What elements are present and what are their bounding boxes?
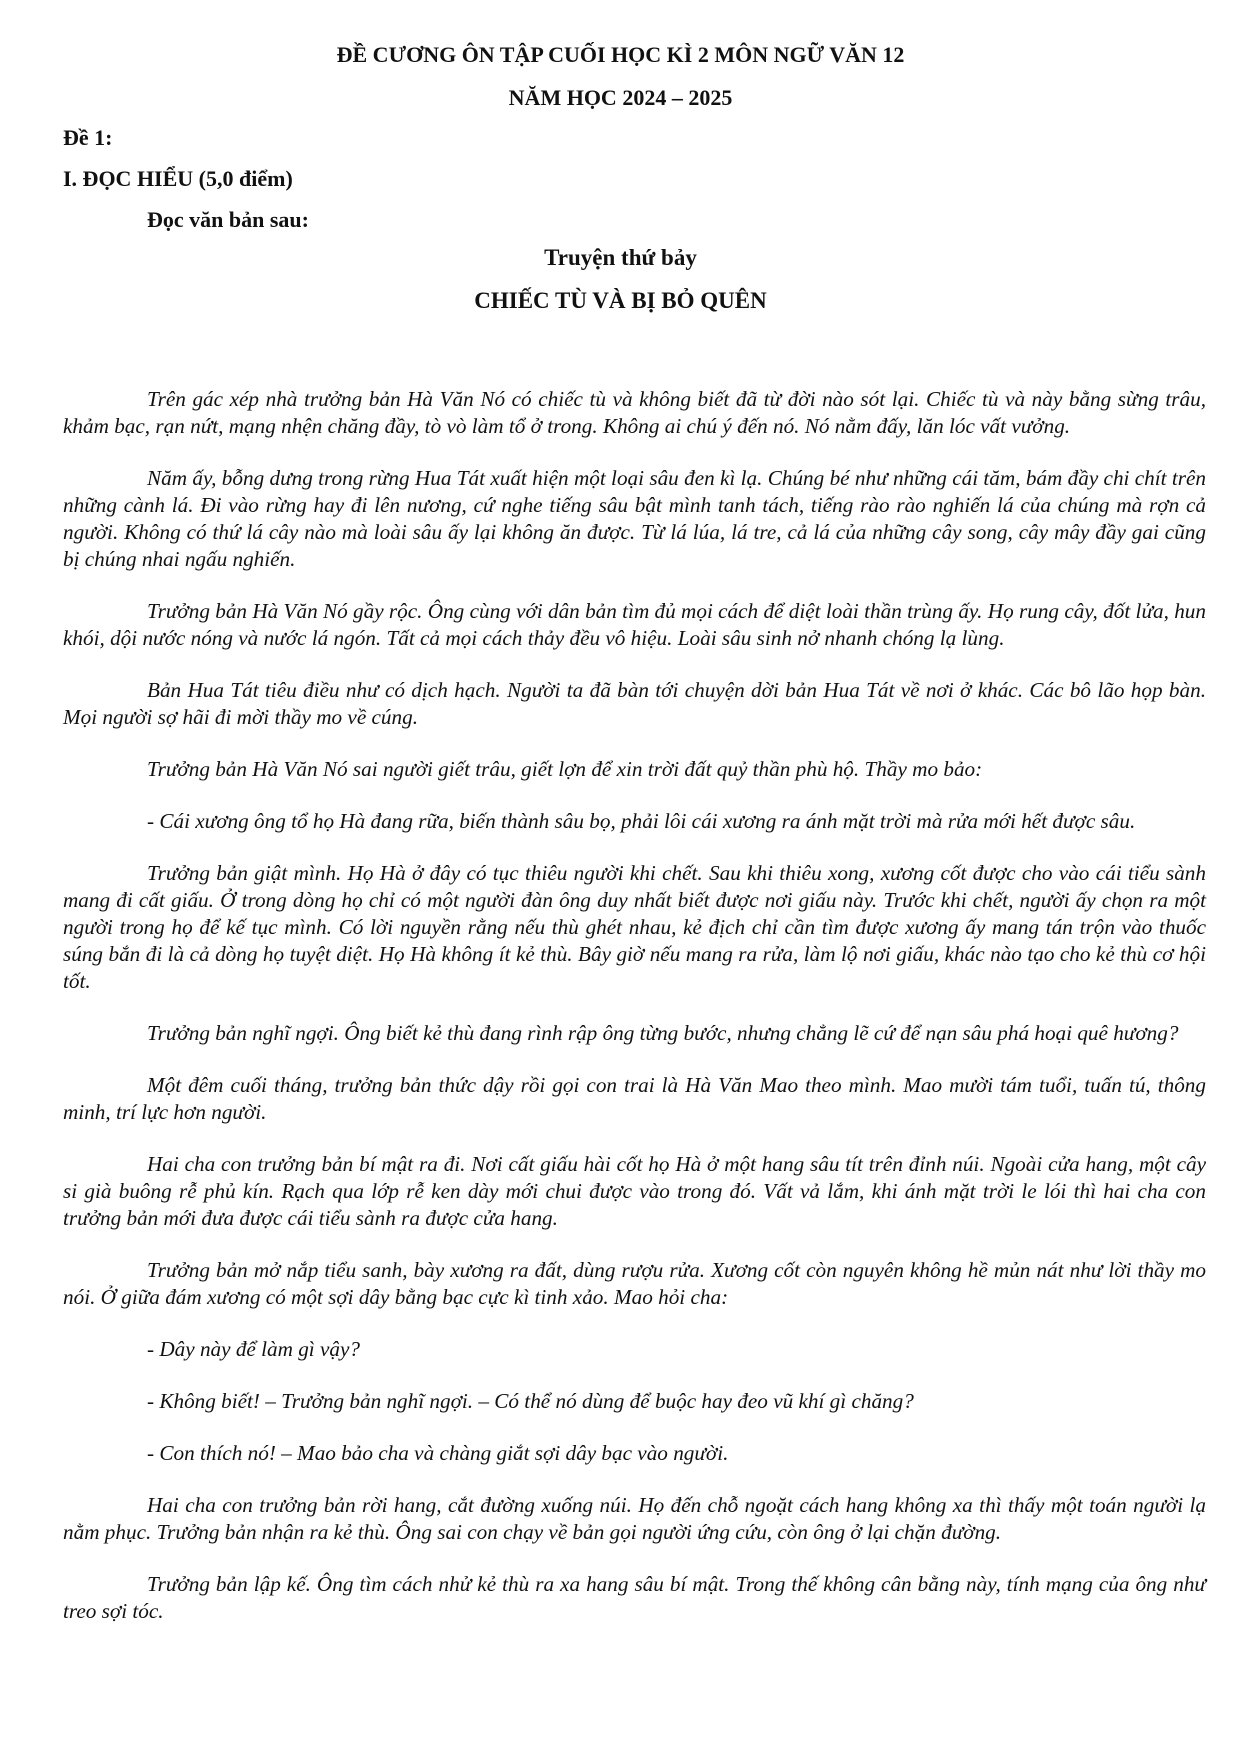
section-heading: I. ĐỌC HIỂU (5,0 điểm) xyxy=(63,166,293,191)
story-dialogue: - Con thích nó! – Mao bảo cha và chàng giắt sợi dây bạc vào người. xyxy=(147,1441,729,1465)
story-paragraph: Hai cha con trưởng bản bí mật ra đi. Nơi cất giấu hài cốt họ Hà ở một hang sâu tít trên đỉnh núi. Ngoài cửa hang, một cây si già buông rễ phủ kín. Rạch qua lớp rễ ken dày mới chui được vào trong đó. Vất vả lắm, khi ánh mặt trời le lói thì hai cha con trưởng bản mới đưa được cái tiểu sành ra được cửa hang. xyxy=(63,1152,1206,1230)
story-body xyxy=(63,386,1206,1650)
story-paragraph: Trưởng bản giật mình. Họ Hà ở đây có tục thiêu người khi chết. Sau khi thiêu xong, xương cốt được cho vào cái tiểu sành mang đi cất giấu. Ở trong dòng họ chỉ có một người đàn ông duy nhất biết được nơi giấu này. Trước khi chết, người ấy chọn ra một người trong họ để kế tục mình. Có lời nguyền rằng nếu thù ghét nhau, kẻ địch chỉ cần tìm được xương ấy mang tán trộn vào thuốc súng bắn đi là cả dòng họ tuyệt diệt. Họ Hà không ít kẻ thù. Bây giờ nếu mang ra rửa, làm lộ nơi giấu, khác nào tạo cho kẻ thù cơ hội tốt. xyxy=(63,861,1206,993)
document-title: ĐỀ CƯƠNG ÔN TẬP CUỐI HỌC KÌ 2 MÔN NGỮ VĂN 12 xyxy=(336,42,905,67)
story-paragraph: Một đêm cuối tháng, trưởng bản thức dậy rồi gọi con trai là Hà Văn Mao theo mình. Mao mười tám tuổi, tuấn tú, thông minh, trí lực hơn người. xyxy=(63,1073,1206,1124)
story-paragraph: Trưởng bản Hà Văn Nó sai người giết trâu, giết lợn để xin trời đất quỷ thần phù hộ. Thầy mo bảo: xyxy=(147,757,983,781)
story-title: CHIẾC TÙ VÀ BỊ BỎ QUÊN xyxy=(474,288,767,313)
exam-label: Đề 1: xyxy=(63,125,113,150)
story-paragraph: Trên gác xép nhà trưởng bản Hà Văn Nó có chiếc tù và không biết đã từ đời nào sót lại. Chiếc tù và này bằng sừng trâu, khảm bạc, rạn nứt, mạng nhện chăng đầy, tò vò làm tổ ở trong. Không ai chú ý đến nó. Nó nằm đấy, lăn lóc vất vưởng. xyxy=(63,387,1206,438)
story-paragraph: Hai cha con trưởng bản rời hang, cắt đường xuống núi. Họ đến chỗ ngoặt cách hang không xa thì thấy một toán người lạ nằm phục. Trưởng bản nhận ra kẻ thù. Ông sai con chạy về bản gọi người ứng cứu, còn ông ở lại chặn đường. xyxy=(63,1493,1206,1544)
story-paragraph: Trưởng bản nghĩ ngợi. Ông biết kẻ thù đang rình rập ông từng bước, nhưng chẳng lẽ cứ để nạn sâu phá hoại quê hương? xyxy=(147,1021,1179,1045)
story-paragraph: Trưởng bản lập kế. Ông tìm cách nhử kẻ thù ra xa hang sâu bí mật. Trong thế không cân bằng này, tính mạng của ông như treo sợi tóc. xyxy=(63,1572,1206,1623)
story-subtitle: Truyện thứ bảy xyxy=(544,245,697,270)
story-paragraph: Năm ấy, bỗng dưng trong rừng Hua Tát xuất hiện một loại sâu đen kì lạ. Chúng bé như những cái tăm, bám đầy chi chít trên những cành lá. Đi vào rừng hay đi lên nương, cứ nghe tiếng sâu bật mình tanh tách, tiếng rào rào nghiến lá của chúng mà rợn cả người. Không có thứ lá cây nào mà loài sâu ấy lại không ăn được. Từ lá lúa, lá tre, cả lá của những cây song, cây mây đầy gai cũng bị chúng nhai ngấu nghiến. xyxy=(63,466,1206,571)
story-paragraph: Trưởng bản Hà Văn Nó gầy rộc. Ông cùng với dân bản tìm đủ mọi cách để diệt loài thần trùng ấy. Họ rung cây, đốt lửa, hun khói, dội nước nóng và nước lá ngón. Tất cả mọi cách thảy đều vô hiệu. Loài sâu sinh nở nhanh chóng lạ lùng. xyxy=(63,599,1206,650)
story-dialogue: - Không biết! – Trưởng bản nghĩ ngợi. – Có thể nó dùng để buộc hay đeo vũ khí gì chăng? xyxy=(147,1389,914,1413)
reading-instruction: Đọc văn bản sau: xyxy=(147,207,309,232)
story-paragraph: Bản Hua Tát tiêu điều như có dịch hạch. Người ta đã bàn tới chuyện dời bản Hua Tát về nơi ở khác. Các bô lão họp bàn. Mọi người sợ hãi đi mời thầy mo về cúng. xyxy=(63,678,1206,729)
story-dialogue: - Cái xương ông tổ họ Hà đang rữa, biến thành sâu bọ, phải lôi cái xương ra ánh mặt trời mà rửa mới hết được sâu. xyxy=(147,809,1136,833)
story-paragraph: Trưởng bản mở nắp tiểu sanh, bày xương ra đất, dùng rượu rửa. Xương cốt còn nguyên không hề mủn nát như lời thầy mo nói. Ở giữa đám xương có một sợi dây bằng bạc cực kì tinh xảo. Mao hỏi cha: xyxy=(63,1258,1206,1309)
school-year: NĂM HỌC 2024 – 2025 xyxy=(508,85,733,110)
story-dialogue: - Dây này để làm gì vậy? xyxy=(147,1337,360,1361)
